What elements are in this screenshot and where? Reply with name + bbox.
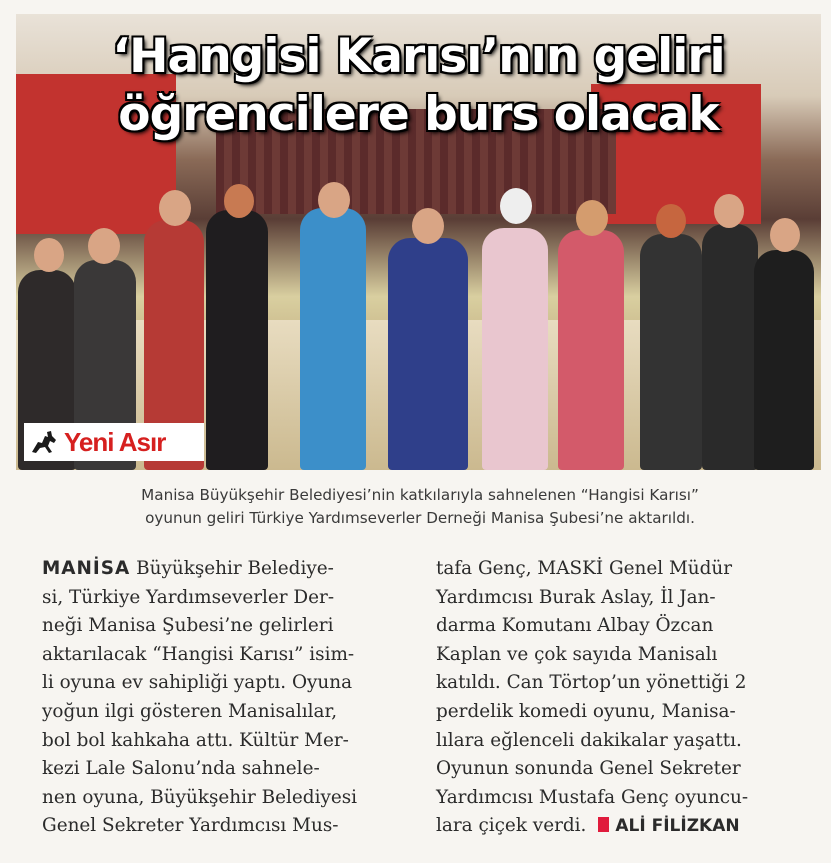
cast-member-head bbox=[714, 194, 744, 228]
dateline: MANİSA bbox=[42, 558, 131, 579]
article-line: neği Manisa Şubesi’ne gelirleri bbox=[42, 615, 334, 637]
article-line: lılara eğlenceli dakikalar yaşattı. bbox=[436, 729, 742, 751]
newspaper-logo bbox=[24, 423, 204, 461]
cast-member-head bbox=[88, 228, 120, 264]
cast-member-head bbox=[34, 238, 64, 272]
cast-member-head bbox=[159, 190, 191, 226]
cast-member bbox=[640, 234, 702, 470]
headline-line-1: ‘Hangisi Karısı’nın geliri bbox=[112, 29, 725, 84]
article-line: katıldı. Can Törtop’un yönettiği 2 bbox=[436, 672, 747, 694]
headline-line-2: öğrencilere burs olacak bbox=[118, 87, 719, 142]
article-line: Yardımcısı Mustafa Genç oyuncu- bbox=[436, 786, 749, 808]
article-line: tafa Genç, MASKİ Genel Müdür bbox=[436, 558, 733, 579]
photo-caption bbox=[40, 484, 800, 530]
article-line: Kaplan ve çok sayıda Manisalı bbox=[436, 643, 718, 665]
cast-member bbox=[754, 250, 814, 470]
article-line: bol bol kahkaha attı. Kültür Mer- bbox=[42, 729, 349, 751]
cast-member-head bbox=[770, 218, 800, 252]
article-line: nen oyuna, Büyükşehir Belediyesi bbox=[42, 786, 358, 808]
article-text: Büyükşehir Belediye- bbox=[130, 558, 334, 579]
cast-member-head bbox=[656, 204, 686, 238]
article-line: li oyuna ev sahipliği yaptı. Oyuna bbox=[42, 672, 353, 694]
article-line bbox=[42, 555, 357, 584]
headline bbox=[16, 28, 821, 144]
caption-line-2: oyunun geliri Türkiye Yardımseverler Derneği Manisa Şubesi’ne aktarıldı. bbox=[145, 509, 695, 527]
cast-member-head bbox=[318, 182, 350, 218]
cast-member-head bbox=[224, 184, 254, 218]
caption-line-1: Manisa Büyükşehir Belediyesi’nin katkılarıyla sahnelenen “Hangisi Karısı” bbox=[141, 486, 699, 504]
byline-marker-icon bbox=[598, 817, 609, 832]
cast-member-head bbox=[412, 208, 444, 244]
article-line: Genel Sekreter Yardımcısı Mus- bbox=[42, 815, 339, 837]
cast-member bbox=[388, 238, 468, 470]
article-text: lara çiçek verdi. bbox=[436, 815, 587, 837]
horse-rider-icon bbox=[30, 428, 60, 456]
article-line: Yardımcısı Burak Aslay, İl Jan- bbox=[436, 586, 716, 608]
cast-member bbox=[206, 210, 268, 470]
logo-text: Yeni Asır bbox=[64, 426, 166, 457]
article-line: yoğun ilgi gösteren Manisalılar, bbox=[42, 700, 338, 722]
article-column-left bbox=[42, 555, 357, 841]
article-line: Oyunun sonunda Genel Sekreter bbox=[436, 758, 741, 780]
cast-member-head bbox=[576, 200, 608, 236]
cast-member bbox=[482, 228, 548, 470]
byline: ALİ FİLİZKAN bbox=[615, 816, 740, 837]
article-line: darma Komutanı Albay Özcan bbox=[436, 615, 714, 637]
article-line: perdelik komedi oyunu, Manisa- bbox=[436, 700, 736, 722]
cast-member-head bbox=[500, 188, 532, 224]
cast-member bbox=[702, 224, 758, 470]
cast-member bbox=[300, 208, 366, 470]
cast-member bbox=[558, 230, 624, 470]
article-column-right bbox=[436, 555, 748, 841]
article-photo bbox=[16, 14, 821, 470]
article-line: si, Türkiye Yardımseverler Der- bbox=[42, 586, 335, 608]
article-line bbox=[436, 812, 748, 841]
article-line: aktarılacak “Hangisi Karısı” isim- bbox=[42, 643, 355, 665]
article-line: kezi Lale Salonu’nda sahnele- bbox=[42, 758, 320, 780]
